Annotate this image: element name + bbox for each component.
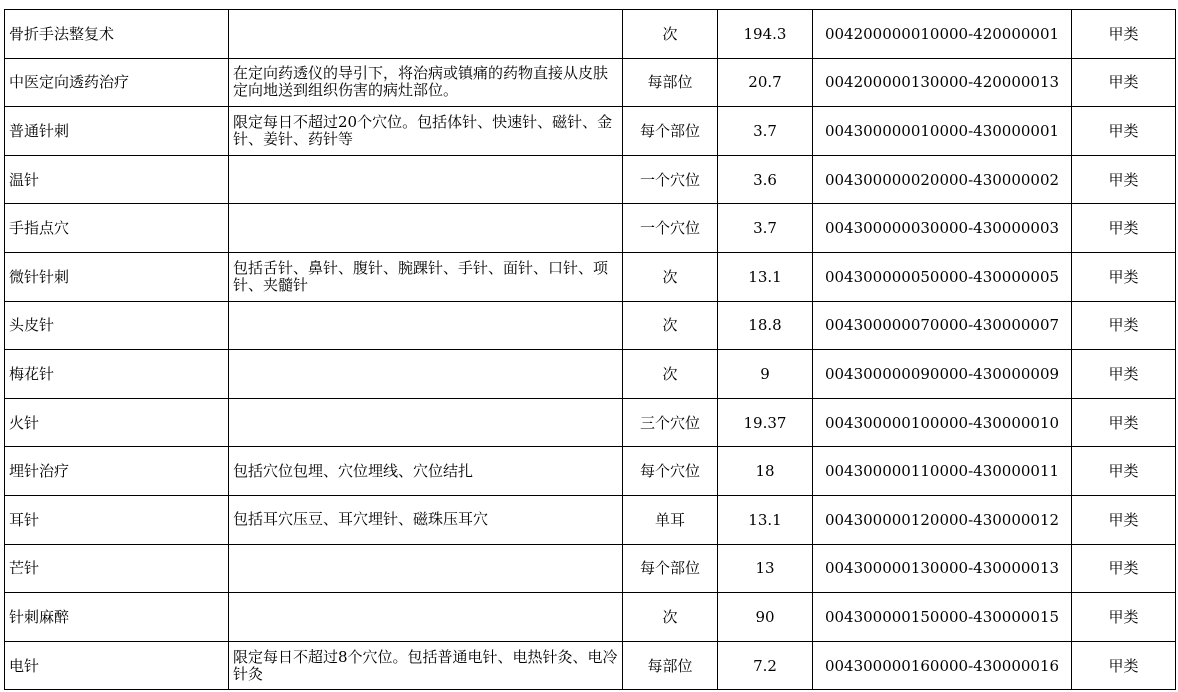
item-name-cell: 头皮针 [5,301,229,350]
table-row [5,641,1176,690]
item-name-cell: 中医定向透药治疗 [5,58,229,107]
price-cell: 20.7 [718,58,813,107]
pricing-unit-cell: 次 [623,301,718,350]
pricing-unit-cell: 单耳 [623,495,718,544]
item-code-cell: 004300000020000-430000002 [813,155,1072,204]
table-row [5,10,1176,59]
item-code-cell: 004300000100000-430000010 [813,398,1072,447]
item-code-cell: 004300000030000-430000003 [813,204,1072,253]
item-description-cell [229,593,623,642]
item-code-cell: 004300000110000-430000011 [813,447,1072,496]
item-description-cell [229,301,623,350]
pricing-unit-cell: 每个部位 [623,544,718,593]
price-cell: 13 [718,544,813,593]
price-cell: 194.3 [718,10,813,59]
table-row [5,252,1176,301]
pricing-unit-cell: 次 [623,593,718,642]
item-description-cell: 限定每日不超过8个穴位。包括普通电针、电热针灸、电冷针灸 [229,641,623,690]
item-description-cell: 限定每日不超过20个穴位。包括体针、快速针、磁针、金针、姜针、药针等 [229,107,623,156]
price-cell: 3.6 [718,155,813,204]
item-code-cell: 004300000050000-430000005 [813,252,1072,301]
pricing-unit-cell: 一个穴位 [623,155,718,204]
category-cell: 甲类 [1072,544,1176,593]
item-name-cell: 针刺麻醉 [5,593,229,642]
fee-table-body [5,10,1176,690]
category-cell: 甲类 [1072,155,1176,204]
table-row [5,204,1176,253]
pricing-unit-cell: 次 [623,252,718,301]
category-cell: 甲类 [1072,495,1176,544]
item-description-cell [229,10,623,59]
pricing-unit-cell: 每个部位 [623,107,718,156]
item-description-cell [229,155,623,204]
pricing-unit-cell: 每个穴位 [623,447,718,496]
item-description-cell: 包括耳穴压豆、耳穴埋针、磁珠压耳穴 [229,495,623,544]
item-name-cell: 微针针刺 [5,252,229,301]
item-name-cell: 手指点穴 [5,204,229,253]
price-cell: 19.37 [718,398,813,447]
price-cell: 3.7 [718,204,813,253]
pricing-unit-cell: 次 [623,10,718,59]
pricing-unit-cell: 次 [623,350,718,399]
table-row [5,447,1176,496]
item-name-cell: 骨折手法整复术 [5,10,229,59]
table-row [5,593,1176,642]
category-cell: 甲类 [1072,252,1176,301]
table-row [5,301,1176,350]
item-name-cell: 普通针刺 [5,107,229,156]
item-code-cell: 004300000120000-430000012 [813,495,1072,544]
table-row [5,544,1176,593]
item-code-cell: 004300000160000-430000016 [813,641,1072,690]
item-name-cell: 芒针 [5,544,229,593]
item-description-cell [229,204,623,253]
pricing-unit-cell: 每部位 [623,641,718,690]
price-cell: 13.1 [718,252,813,301]
item-description-cell: 包括穴位包埋、穴位埋线、穴位结扎 [229,447,623,496]
item-name-cell: 耳针 [5,495,229,544]
pricing-unit-cell: 三个穴位 [623,398,718,447]
item-description-cell [229,544,623,593]
category-cell: 甲类 [1072,204,1176,253]
price-cell: 9 [718,350,813,399]
item-code-cell: 004300000130000-430000013 [813,544,1072,593]
item-code-cell: 004300000150000-430000015 [813,593,1072,642]
price-cell: 3.7 [718,107,813,156]
item-name-cell: 电针 [5,641,229,690]
item-code-cell: 004300000070000-430000007 [813,301,1072,350]
table-row [5,107,1176,156]
item-description-cell: 包括舌针、鼻针、腹针、腕踝针、手针、面针、口针、项针、夹髓针 [229,252,623,301]
category-cell: 甲类 [1072,58,1176,107]
price-cell: 7.2 [718,641,813,690]
item-name-cell: 埋针治疗 [5,447,229,496]
table-row [5,495,1176,544]
price-cell: 18.8 [718,301,813,350]
item-name-cell: 温针 [5,155,229,204]
table-row [5,350,1176,399]
category-cell: 甲类 [1072,301,1176,350]
table-row [5,398,1176,447]
category-cell: 甲类 [1072,593,1176,642]
item-code-cell: 004300000090000-430000009 [813,350,1072,399]
category-cell: 甲类 [1072,398,1176,447]
item-code-cell: 004200000130000-420000013 [813,58,1072,107]
item-code-cell: 004300000010000-430000001 [813,107,1072,156]
pricing-unit-cell: 一个穴位 [623,204,718,253]
item-description-cell: 在定向药透仪的导引下，将治病或镇痛的药物直接从皮肤定向地送到组织伤害的病灶部位。 [229,58,623,107]
pricing-unit-cell: 每部位 [623,58,718,107]
category-cell: 甲类 [1072,107,1176,156]
item-description-cell [229,350,623,399]
table-row [5,155,1176,204]
price-cell: 18 [718,447,813,496]
price-cell: 13.1 [718,495,813,544]
category-cell: 甲类 [1072,10,1176,59]
fee-table [4,9,1176,690]
table-row [5,58,1176,107]
item-description-cell [229,398,623,447]
category-cell: 甲类 [1072,641,1176,690]
price-cell: 90 [718,593,813,642]
category-cell: 甲类 [1072,350,1176,399]
category-cell: 甲类 [1072,447,1176,496]
item-name-cell: 火针 [5,398,229,447]
item-name-cell: 梅花针 [5,350,229,399]
item-code-cell: 004200000010000-420000001 [813,10,1072,59]
